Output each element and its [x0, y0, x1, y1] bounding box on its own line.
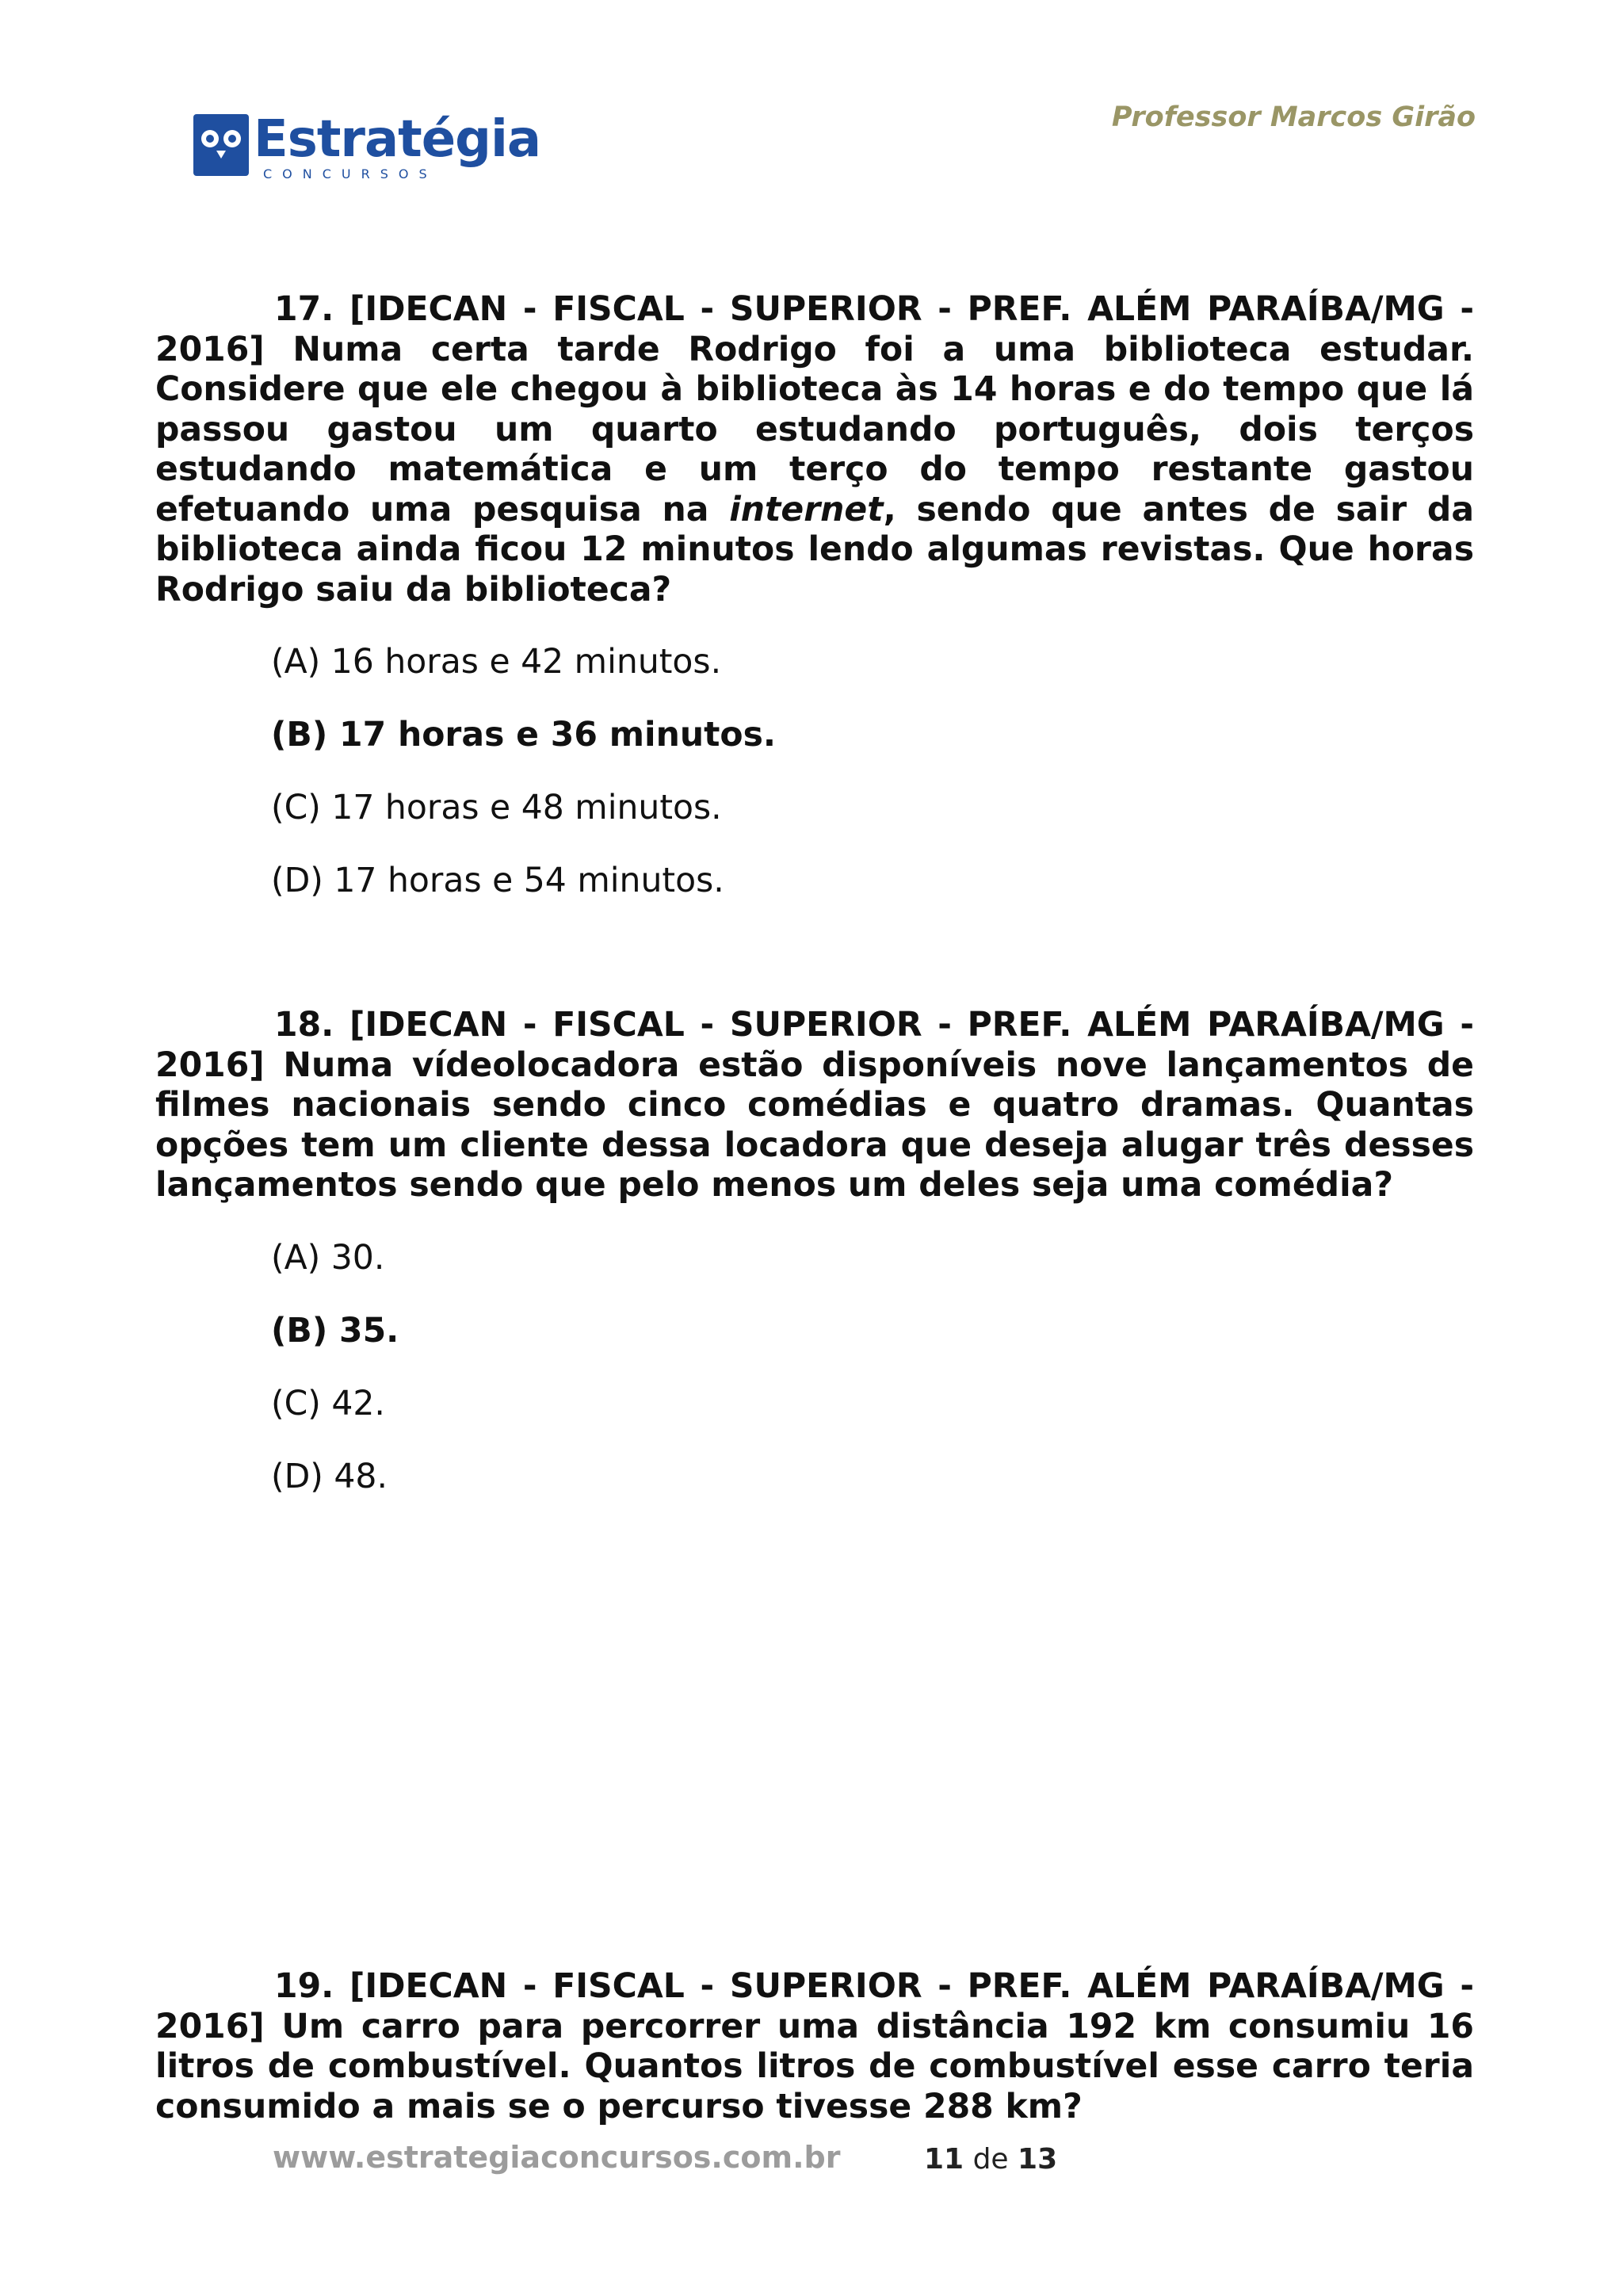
brand-name: Estratégia [254, 110, 541, 169]
question-label: 19. [IDECAN - FISCAL - SUPERIOR - PREF. ALÉM PARAÍBA/MG - 2016] [155, 1967, 1474, 2046]
question-label: 18. [IDECAN - FISCAL - SUPERIOR - PREF. ALÉM PARAÍBA/MG - 2016] [155, 1006, 1474, 1085]
page-separator: de [972, 2143, 1009, 2176]
question-19 [155, 1967, 1474, 2127]
question-text: , sendo que antes de sair da biblioteca ainda ficou 12 minutos lendo algumas revistas. Que horas Rodrigo saiu da biblioteca? [155, 490, 1474, 609]
current-page: 11 [924, 2143, 964, 2176]
option-d: (D) 17 horas e 54 minutos. [271, 861, 724, 900]
question-label: 17. [IDECAN - FISCAL - SUPERIOR - PREF. ALÉM PARAÍBA/MG - 2016] [155, 290, 1474, 369]
brand-subtitle: CONCURSOS [263, 166, 437, 181]
author-name: Professor Marcos Girão [1111, 101, 1476, 133]
option-b: (B) 17 horas e 36 minutos. [271, 716, 777, 755]
question-text-italic: internet [729, 490, 884, 529]
question-text: Numa certa tarde Rodrigo foi a uma biblioteca estudar. Considere que ele chegou à biblioteca às 14 horas e do tempo que lá passou gastou um quarto estudando português, dois terços estudando matemática e um terço do tempo restante gastou efetuando uma pesquisa na [155, 330, 1475, 529]
option-a: (A) 30. [271, 1239, 385, 1278]
question-17 [155, 290, 1474, 610]
brand-logo [193, 110, 541, 181]
option-a: (A) 16 horas e 42 minutos. [271, 643, 722, 682]
option-c: (C) 42. [271, 1385, 385, 1423]
owl-logo-icon [193, 114, 249, 176]
page-number [924, 2143, 1057, 2176]
total-pages: 13 [1018, 2143, 1058, 2176]
question-text: Numa vídeolocadora estão disponíveis nove lançamentos de filmes nacionais sendo cinco comédias e quatro dramas. Quantas opções tem um cliente dessa locadora que deseja alugar três desses lançamentos sendo que pelo menos um deles seja uma comédia? [155, 1045, 1474, 1205]
question-18 [155, 1006, 1474, 1206]
option-b: (B) 35. [271, 1312, 399, 1350]
option-c: (C) 17 horas e 48 minutos. [271, 789, 722, 827]
option-d: (D) 48. [271, 1457, 388, 1496]
footer-url[interactable]: www.estrategiaconcursos.com.br [273, 2140, 841, 2175]
question-text: Um carro para percorrer uma distância 192 km consumiu 16 litros de combustível. Quantos litros de combustível esse carro teria consumido a mais se o percurso tivesse 288 km? [155, 2007, 1474, 2126]
